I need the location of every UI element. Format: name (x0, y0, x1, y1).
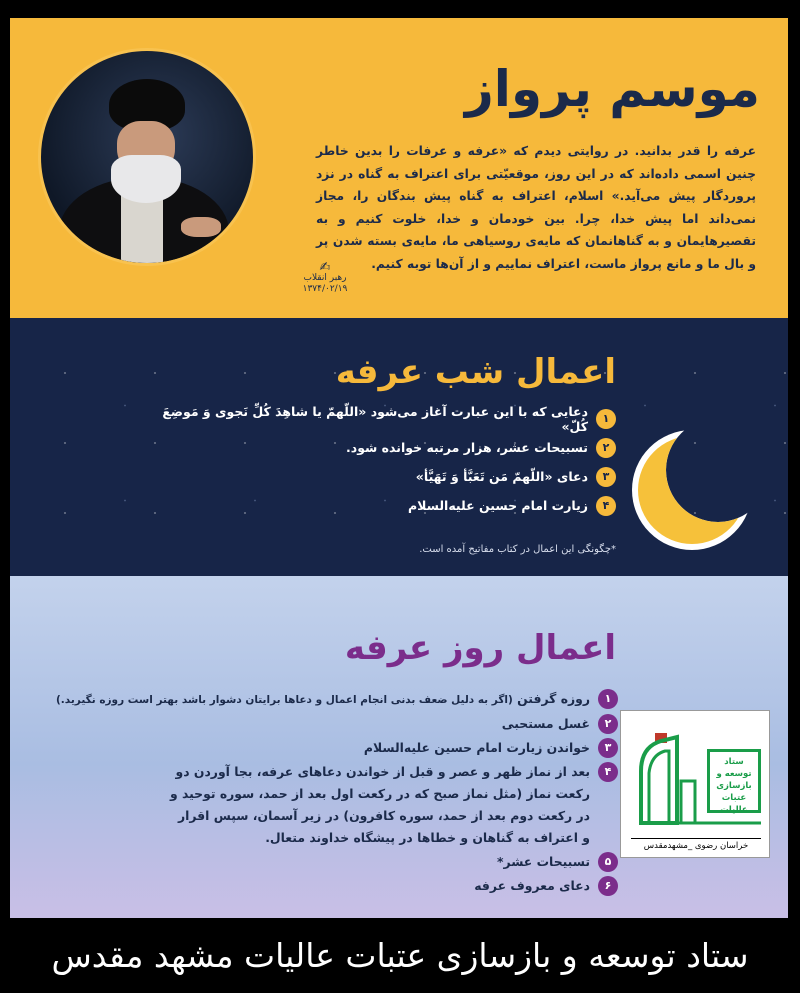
signature-date: ۱۳۷۴/۰۲/۱۹ (302, 284, 348, 294)
item-note: (اگر به دلیل ضعف بدنی انجام اعمال و دعاها برایتان دشوار باشد بهتر است روزه نگیرید.) (56, 694, 513, 706)
item-text: غسل مستحبی (501, 716, 590, 731)
organization-logo (620, 710, 770, 858)
list-item (23, 688, 618, 711)
list-item (23, 851, 618, 873)
portrait-hand (181, 217, 221, 237)
item-number: ۱ (598, 689, 618, 709)
item-text: تسبیحات عشر، هزار مرتبه خوانده شود. (346, 440, 588, 455)
night-list (136, 404, 616, 520)
list-item (23, 713, 618, 735)
night-section (10, 318, 788, 576)
logo-caption: خراسان رضوی _مشهدمقدس (631, 838, 761, 851)
item-number: ۲ (598, 714, 618, 734)
signature-scribble: ✍ (319, 260, 331, 275)
list-item (136, 433, 616, 462)
list-item (166, 761, 618, 849)
list-item (136, 462, 616, 491)
intro-quote: عرفه را قدر بدانید. در روایتی دیدم که «عرفه و عرفات را بدین خاطر چنین اسمی داده‌اند که در این روز، موقعیّتی برای اعتراف به گناه در نزد پروردگار پیش می‌آید.» اسلام، اعتراف به گناه پیش بندگان را، مجاز نمی‌داند اما پیش خدا، چرا. بین خودمان و خدا، خلوت کنیم و به تقصیرهایمان و به گناهانمان که مایه‌ی روسیاهی ما، مایه‌ی بسته شدن پر و بال ما و مانع پرواز ماست، اعتراف نماییم و از آن‌ها توبه کنیم. (316, 144, 756, 271)
list-item (23, 875, 618, 897)
item-number: ۱ (596, 409, 616, 429)
night-footnote: *چگونگی این اعمال در کتاب مفاتیح آمده است. (419, 544, 616, 555)
day-title: اعمال روز عرفه (344, 628, 616, 668)
item-text: دعای «اللّهمّ مَن تَعَبَّأ وَ تَهَیَّأ» (415, 469, 588, 484)
list-item (136, 404, 616, 433)
item-text: تسبیحات عشر* (497, 854, 590, 869)
item-text: دعای معروف عرفه (474, 878, 590, 893)
signature (290, 262, 360, 295)
item-text: خواندن زیارت امام حسین علیه‌السلام (363, 740, 590, 755)
portrait-photo (38, 48, 256, 266)
bottom-banner: ستاد توسعه و بازسازی عتبات عالیات مشهد مقدس (0, 918, 800, 993)
item-number: ۶ (598, 876, 618, 896)
item-text: بعد از نماز ظهر و عصر و قبل از خواندن دعاهای عرفه، بجا آوردن دو رکعت نماز (مثل نماز صبح که در رکعت اول بعد از حمد، سوره توحید و در رکعت دوم بعد از حمد، سوره کافرون) در زیر آسمان، سپس اقرار و اعتراف به گناهان و خطاها در پیشگاه خداوند متعال. (169, 764, 590, 845)
crescent-moon-icon (620, 412, 770, 562)
item-text: زیارت امام حسین علیه‌السلام (407, 498, 588, 513)
intro-section (10, 18, 788, 318)
portrait-beard (111, 155, 181, 203)
signature-label: رهبر انقلاب (303, 273, 347, 283)
item-number: ۲ (596, 438, 616, 458)
logo-emblem-text: ستاد توسعه و بازسازی عتبات عالیات (707, 749, 761, 813)
item-number: ۵ (598, 852, 618, 872)
day-list (23, 688, 618, 899)
night-title: اعمال شب عرفه (335, 352, 616, 392)
item-number: ۴ (596, 496, 616, 516)
item-number: ۴ (598, 762, 618, 782)
item-number: ۳ (596, 467, 616, 487)
item-text: دعایی که با این عبارت آغاز می‌شود «اللّهمّ یا شاهِدَ کُلِّ نَجوی وَ مَوضِعَ کُلّ» (162, 403, 588, 434)
item-number: ۳ (598, 738, 618, 758)
list-item (136, 491, 616, 520)
item-text: روزه گرفتن (517, 691, 590, 706)
intro-title: موسم پرواز (465, 60, 760, 118)
list-item (23, 737, 618, 759)
